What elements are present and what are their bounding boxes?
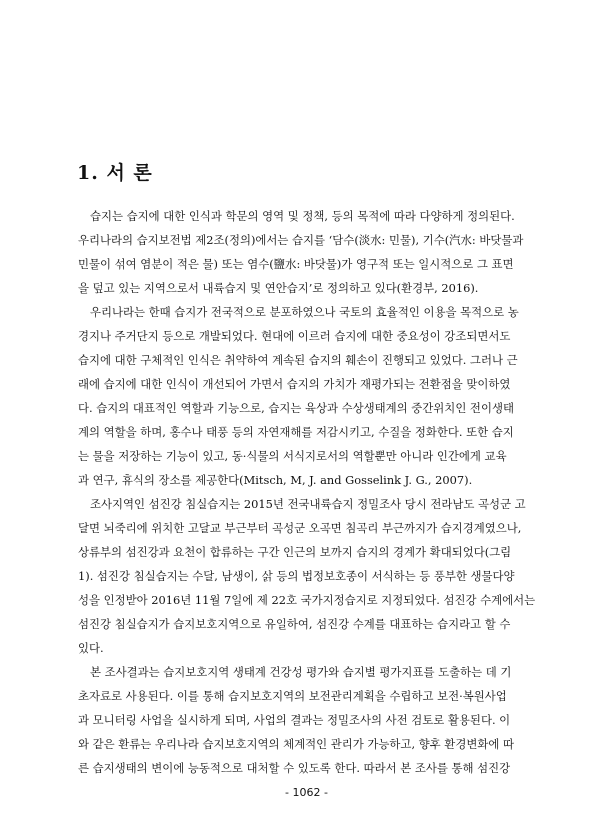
text-line: 을 덮고 있는 지역으로서 내륙습지 및 연안습지’로 정의하고 있다(환경부, 2016). — [78, 281, 479, 295]
page-number: - 1062 - — [285, 786, 328, 799]
text-line: 경지나 주거단지 등으로 개발되었다. 현대에 이르러 습지에 대한 중요성이 강조되면서도 — [78, 329, 511, 343]
text-line: 계의 역할을 하며, 홍수나 태풍 등의 자연재해를 저감시키고, 수질을 정화한다. 또한 습지 — [78, 425, 514, 439]
text-line: 본 조사결과는 습지보호지역 생태계 건강성 평가와 습지별 평가지표를 도출하는 데 기 — [90, 665, 512, 679]
text-line: 과 연구, 휴식의 장소를 제공한다(Mitsch, M, J. and Gosselink J. G., 2007). — [78, 473, 473, 487]
text-line: 달면 뇌죽리에 위치한 고달교 부근부터 곡성군 오곡면 침곡리 부근까지가 습지경계였으나, — [78, 521, 522, 535]
text-line: 민물이 섞여 염분이 적은 물) 또는 염수(鹽水: 바닷물)가 영구적 또는 일시적으로 그 표면 — [78, 257, 514, 271]
text-line: 1). 섬진강 침실습지는 수달, 남생이, 삵 등의 법정보호종이 서식하는 등 풍부한 생물다양 — [78, 569, 515, 583]
text-line: 는 물을 저장하는 기능이 있고, 동·식물의 서식지로서의 역할뿐만 아니라 인간에게 교육 — [78, 449, 507, 463]
text-line: 섬진강 침실습지가 습지보호지역으로 유일하여, 섬진강 수계를 대표하는 습지라고 할 수 — [78, 617, 511, 631]
text-line: 상류부의 섬진강과 요천이 합류하는 구간 인근의 보까지 습지의 경계가 확대되었다(그림 — [78, 545, 512, 559]
text-line: 성을 인정받아 2016년 11월 7일에 제 22호 국가지정습지로 지정되었다. 섬진강 수계에서는 — [78, 593, 536, 607]
section-heading: 1. 서 론 — [77, 162, 153, 184]
text-line: 다. 습지의 대표적인 역할과 기능으로, 습지는 육상과 수상생태계의 중간위치인 전이생태 — [78, 401, 514, 415]
text-line: 른 습지생태의 변이에 능동적으로 대처할 수 있도록 한다. 따라서 본 조사를 통해 섬진강 — [78, 761, 511, 775]
text-line: 습지에 대한 구체적인 인식은 취약하여 계속된 습지의 훼손이 진행되고 있었다. 그러나 근 — [78, 353, 518, 367]
text-line: 우리나라의 습지보전법 제2조(정의)에서는 습지를 ‘담수(淡水: 민물), 기수(汽水: 바닷물과 — [78, 233, 524, 247]
text-line: 래에 습지에 대한 인식이 개선되어 가면서 습지의 가치가 재평가되는 전환점을 맞이하였 — [78, 377, 511, 391]
text-line: 있다. — [78, 641, 104, 655]
text-line: 습지는 습지에 대한 인식과 학문의 영역 및 정책, 등의 목적에 따라 다양하게 정의된다. — [90, 209, 515, 223]
text-line: 과 모니터링 사업을 실시하게 되며, 사업의 결과는 정밀조사의 사전 검토로 활용된다. 이 — [78, 713, 511, 727]
text-line: 초자료로 사용된다. 이를 통해 습지보호지역의 보전관리계획을 수립하고 보전·복원사업 — [78, 689, 507, 703]
text-line: 우리나라는 한때 습지가 전국적으로 분포하였으나 국토의 효율적인 이용을 목적으로 농 — [90, 305, 519, 319]
text-line: 와 같은 환류는 우리나라 습지보호지역의 체계적인 관리가 가능하고, 향후 환경변화에 따 — [78, 737, 514, 751]
text-line: 조사지역인 섬진강 침실습지는 2015년 전국내륙습지 정밀조사 당시 전라남도 곡성군 고 — [90, 497, 526, 511]
